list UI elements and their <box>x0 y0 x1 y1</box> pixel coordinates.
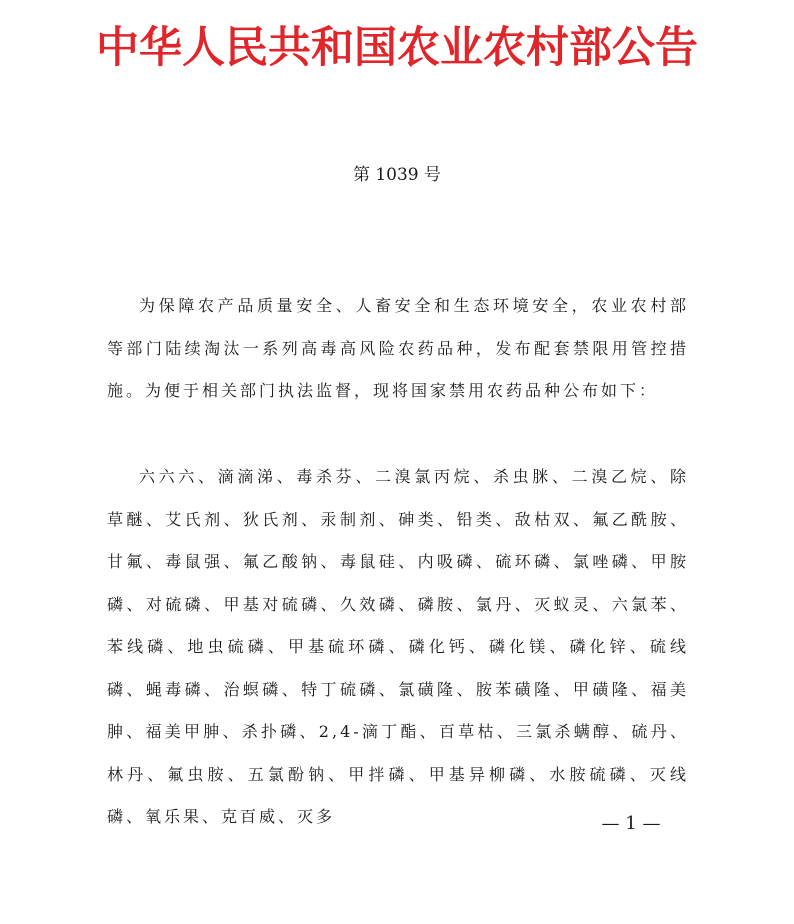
document-title: 中华人民共和国农业农村部公告 <box>96 23 698 73</box>
page-number: — 1 — <box>601 813 661 834</box>
paragraph-intro: 为保障农产品质量安全、人畜安全和生态环境安全，农业农村部等部门陆续淘汰一系列高毒高风险农药品种，发布配套禁限用管控措施。为便于相关部门执法监督，现将国家禁用农药品种公布如下： <box>107 296 689 400</box>
paragraph-pesticide-list: 六六六、滴滴涕、毒杀芬、二溴氯丙烷、杀虫脒、二溴乙烷、除草醚、艾氏剂、狄氏剂、汞制剂、砷类、铅类、敌枯双、氟乙酰胺、甘氟、毒鼠强、氟乙酸钠、毒鼠硅、内吸磷、硫环磷、氯唑磷、甲胺磷、对硫磷、甲基对硫磷、久效磷、磷胺、氯丹、灭蚁灵、六氯苯、苯线磷、地虫硫磷、甲基硫环磷、磷化钙、磷化镁、磷化锌、硫线磷、蝇毒磷、治螟磷、特丁硫磷、氯磺隆、胺苯磺隆、甲磺隆、福美胂、福美甲胂、杀扑磷、2,4-滴丁酯、百草枯、三氯杀螨醇、硫丹、林丹、氟虫胺、五氯酚钠、甲拌磷、甲基异柳磷、水胺硫磷、灭线磷、氧乐果、克百威、灭多 <box>107 467 689 826</box>
document-number: 第 1039 号 <box>352 165 442 185</box>
